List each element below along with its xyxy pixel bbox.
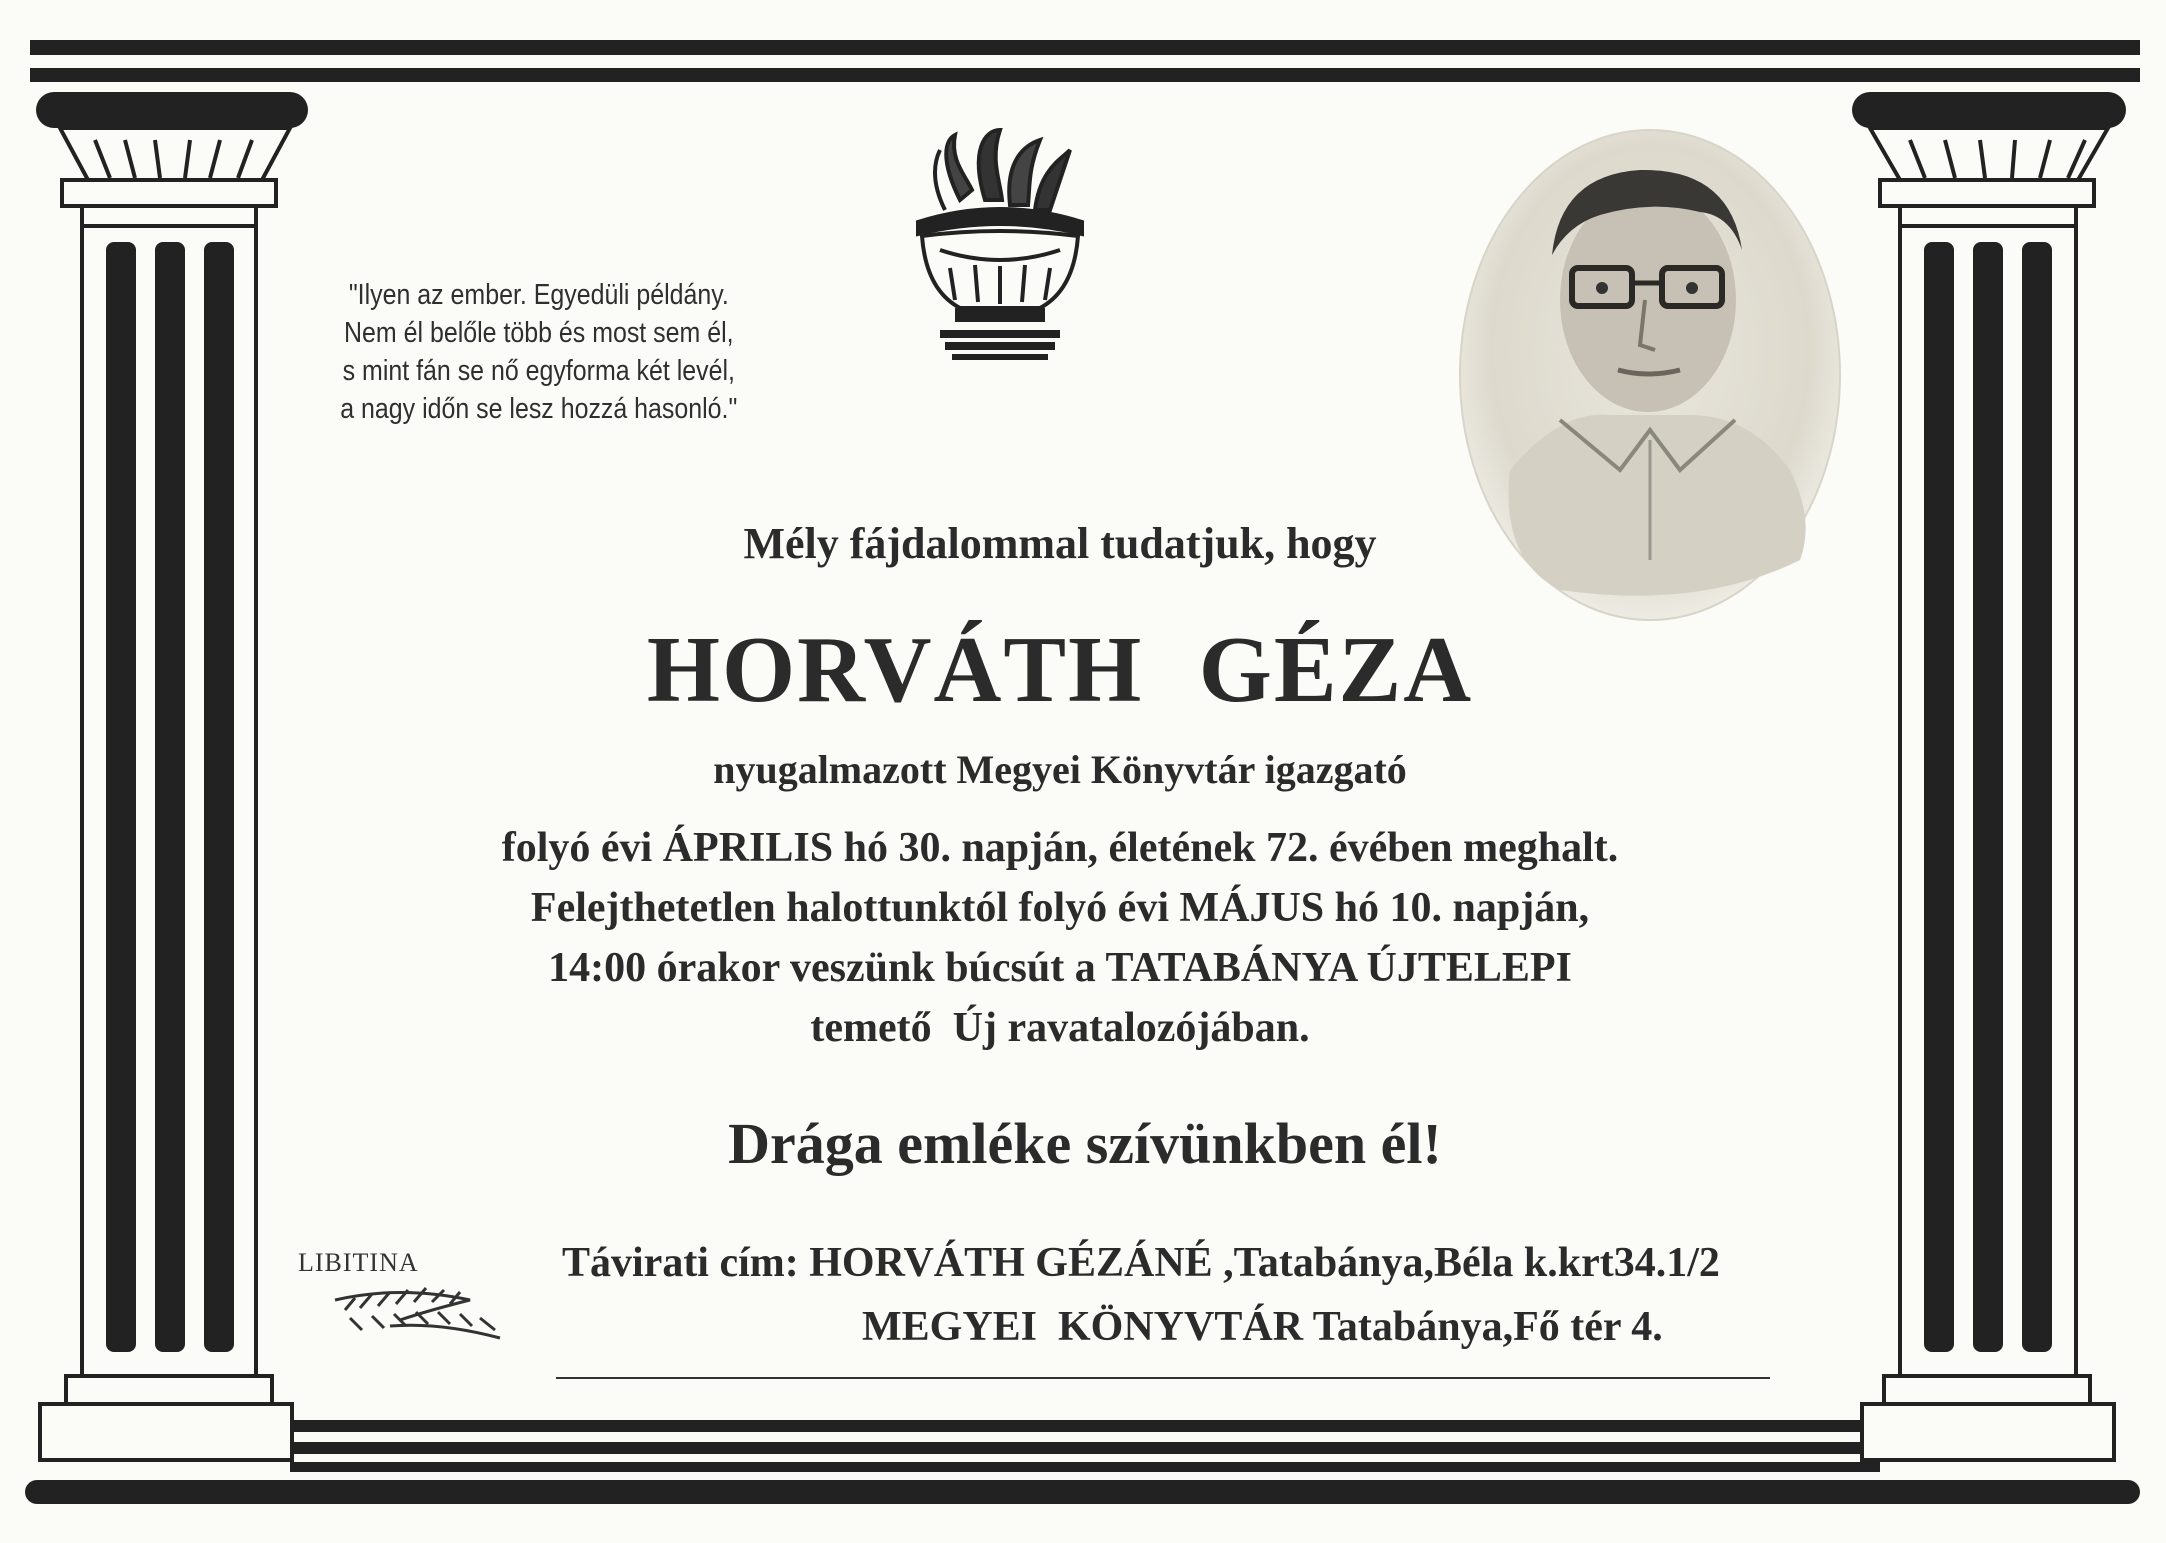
body-line: 14:00 órakor veszünk búcsút a TATABÁNYA ÚJTELEPI [548, 945, 1572, 991]
body-line: folyó évi ÁPRILIS hó 30. napján, életének 72. évében meghalt. [501, 825, 1619, 871]
memory-line: Drága emléke szívünkben él! [728, 1111, 1442, 1176]
deceased-name: HORVÁTH GÉZA [646, 618, 1474, 722]
left-column [36, 92, 308, 1460]
telegram-address-2: MEGYEI KÖNYVTÁR Tatabánya,Fő tér 4. [862, 1304, 1663, 1350]
bottom-beam [25, 1420, 2140, 1504]
libitina-logo-text: LIBITINA [298, 1248, 419, 1277]
top-beam [30, 40, 2140, 82]
body-line: temető Új ravatalozójában. [810, 1005, 1310, 1051]
eternal-flame-urn-icon [918, 130, 1082, 360]
intro-line: Mély fájdalommal tudatjuk, hogy [743, 519, 1377, 568]
poem-line: a nagy időn se lesz hozzá hasonló." [340, 393, 738, 425]
poem-quote [298, 276, 780, 428]
body-line: Felejthetetlen halottunktól folyó évi MÁJUS hó 10. napján, [530, 885, 1590, 931]
portrait-photo [1460, 130, 1840, 620]
poem-line: s mint fán se nő egyforma két levél, [342, 355, 735, 387]
telegram-address-1: Távirati cím: HORVÁTH GÉZÁNÉ ,Tatabánya,Béla k.krt34.1/2 [562, 1240, 1720, 1286]
announcement-body [330, 818, 1790, 1058]
deceased-title: nyugalmazott Megyei Könyvtár igazgató [713, 747, 1407, 792]
poem-line: Nem él belőle több és most sem él, [344, 317, 734, 349]
poem-line: "Ilyen az ember. Egyedüli példány. [348, 279, 729, 311]
right-column [1852, 92, 2126, 1460]
libitina-branch-ornament [335, 1288, 500, 1338]
